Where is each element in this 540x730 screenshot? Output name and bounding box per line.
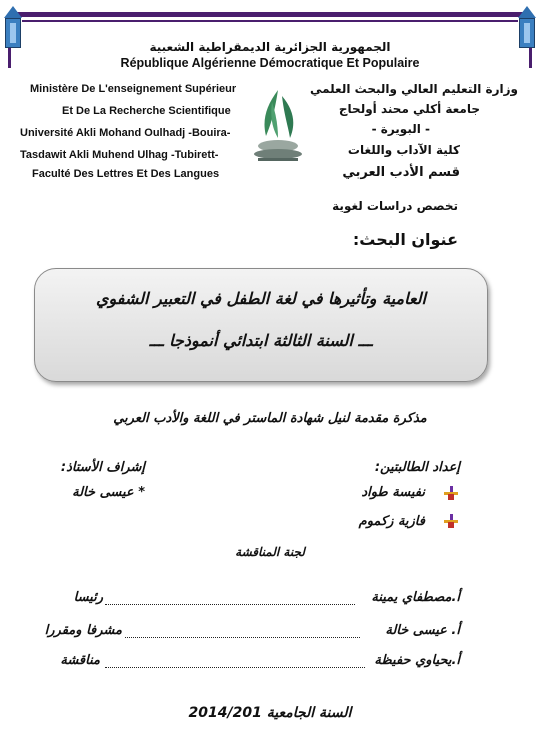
supervisor-label: إشراف الأستاذ: [60, 460, 145, 475]
faculty-ar: كلية الآداب واللغات [347, 143, 460, 157]
header-ar-republic: الجمهورية الجزائرية الديمقراطية الشعبية [149, 40, 391, 54]
academic-year: السنة الجامعية 2014/201 [188, 705, 352, 721]
thesis-title: العامية وتأثيرها في لغة الطفل في التعبير الشفوي [96, 289, 426, 308]
bullet-icon [444, 486, 458, 500]
committee-member-name: أ.يحياوي حفيظة [374, 653, 460, 668]
department-ar: قسم الأدب العربي [342, 165, 460, 180]
students-label: إعداد الطالبتين: [374, 460, 460, 475]
student-2-name: فازية زكموم [358, 514, 425, 529]
bullet-icon [444, 514, 458, 528]
committee-member-name: أ. عيسى خالة [385, 623, 460, 638]
committee-member-role: مشرفا ومقررا [44, 623, 122, 638]
page-border-inner [22, 20, 518, 22]
committee-member-role: رئيسا [73, 590, 103, 605]
ministry-fr-line1: Ministère De L'enseignement Supérieur [30, 83, 237, 95]
university-fr: Université Akli Mohand Oulhadj -Bouira- [20, 127, 231, 139]
faculty-fr: Faculté Des Lettres Et Des Langues [32, 168, 220, 180]
city-ar: - البويرة - [371, 122, 430, 136]
supervisor-name: * عيسى خالة [72, 485, 145, 500]
specialty-label: تخصص دراسات لغوية [332, 199, 458, 213]
university-tz: Tasdawit Akli Muhend Ulhag -Tubirett- [20, 149, 219, 161]
committee-member-role: مناقشة [60, 653, 100, 668]
page-border-top [10, 12, 530, 17]
research-title-label: عنوان البحث: [352, 230, 458, 249]
committee-label: لجنة المناقشة [235, 545, 305, 559]
ministry-fr-line2: Et De La Recherche Scientifique [62, 105, 231, 117]
dotted-leader [125, 637, 360, 638]
student-1-name: نفيسة طواد [361, 485, 425, 500]
dotted-leader [105, 667, 365, 668]
university-logo [248, 86, 308, 166]
committee-member-name: أ.مصطفاي يمينة [371, 590, 460, 605]
ministry-ar: وزارة التعليم العالي والبحث العلمي [309, 82, 518, 96]
thesis-description: مذكرة مقدمة لنيل شهادة الماستر في اللغة والأدب العربي [113, 411, 427, 426]
dotted-leader [105, 604, 355, 605]
university-ar: جامعة أكلي محند أولحاج [338, 102, 480, 116]
thesis-subtitle: ـــ السنة الثالثة ابتدائي أنموذجا ـــ [149, 331, 373, 350]
title-panel [34, 268, 488, 382]
header-fr-republic: République Algérienne Démocratique Et Populaire [120, 56, 420, 70]
